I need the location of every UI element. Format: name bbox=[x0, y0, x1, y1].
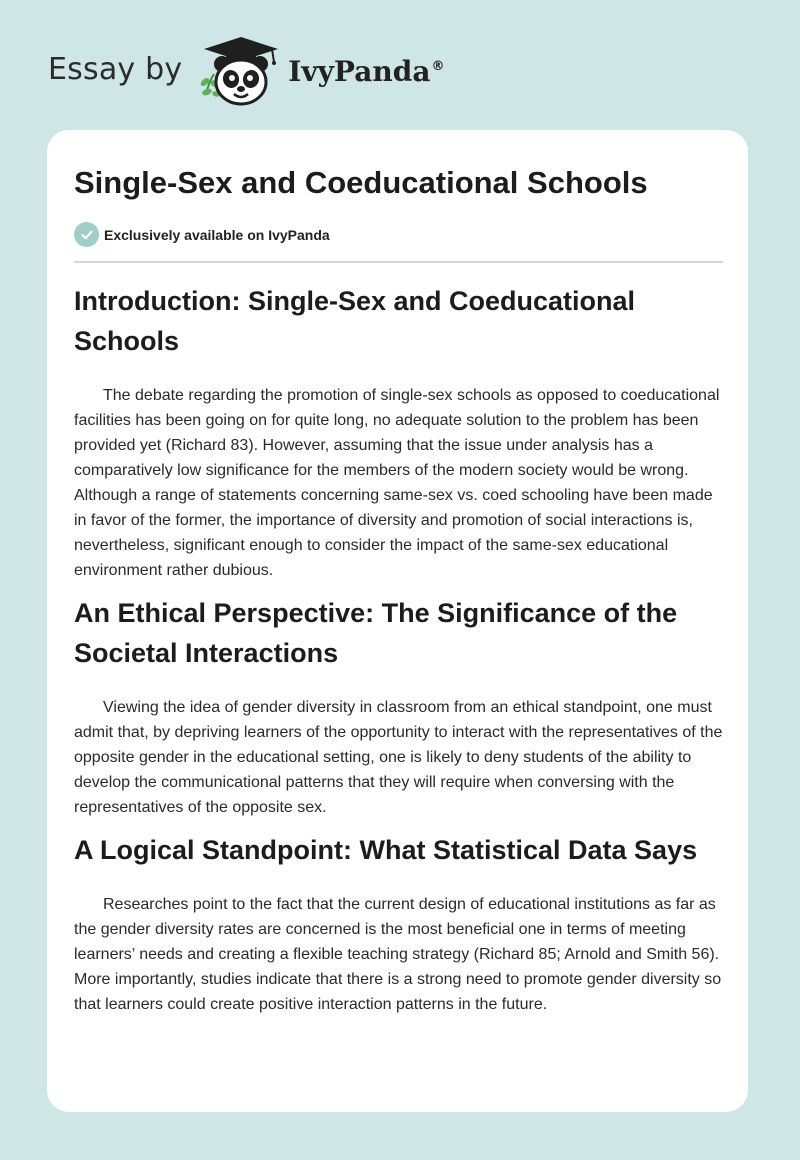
section-paragraph: Researches point to the fact that the current design of educational institutions as far as the gender diversity rates are concerned is the most beneficial one in terms of meeting learners’ needs and creating a flexible teaching strategy (Richard 85; Arnold and Smith 56). More importantly, studies indicate that there is a strong need to promote gender diversity so that learners could create positive interaction patterns in the future. bbox=[74, 896, 722, 1013]
essay-card bbox=[47, 130, 748, 1112]
section-paragraph: The debate regarding the promotion of single-sex schools as opposed to coeducational facilities has been going on for quite long, no adequate solution to the problem has been provided yet (Richard 83). However, assuming that the issue under analysis has a comparatively low significance for the members of the modern society would be wrong. Although a range of statements concerning same-sex vs. coed schooling have been made in favor of the former, the importance of diversity and promotion of social interactions is, nevertheless, significant enough to consider the impact of the same-sex educational environment rather dubious. bbox=[74, 387, 720, 579]
brand-name[interactable] bbox=[288, 55, 444, 88]
section-paragraph: Viewing the idea of gender diversity in classroom from an ethical standpoint, one must admit that, by depriving learners of the opportunity to interact with the representatives of the opposite gender in the educational setting, one is likely to deny students of the ability to develop the communicational patterns that they will require when conversing with the representatives of the opposite sex. bbox=[74, 699, 723, 816]
registered-mark: ® bbox=[431, 59, 445, 75]
brand-name-text: IvyPanda bbox=[288, 54, 431, 88]
section-introduction bbox=[74, 281, 726, 583]
panda-graduate-logo[interactable] bbox=[196, 34, 286, 106]
brand-prefix: Essay by bbox=[48, 51, 183, 87]
section-logical-standpoint bbox=[74, 830, 726, 1017]
section-heading: Introduction: Single-Sex and Coeducational Schools bbox=[74, 286, 636, 356]
section-heading: A Logical Standpoint: What Statistical Data Says bbox=[74, 835, 698, 865]
exclusive-badge bbox=[74, 222, 330, 247]
section-ethical-perspective bbox=[74, 593, 726, 820]
exclusive-badge-label: Exclusively available on IvyPanda bbox=[104, 226, 330, 243]
title-divider bbox=[74, 261, 723, 263]
essay-title: Single-Sex and Coeducational Schools bbox=[74, 165, 648, 200]
brand-header bbox=[48, 34, 444, 106]
check-icon bbox=[74, 222, 99, 247]
essay-body bbox=[74, 281, 726, 1017]
section-heading: An Ethical Perspective: The Significance of the Societal Interactions bbox=[74, 598, 678, 668]
